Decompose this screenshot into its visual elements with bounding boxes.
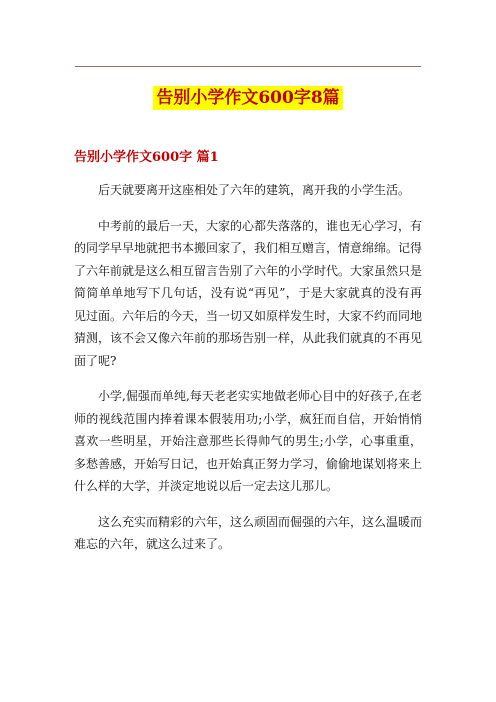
paragraph-1: 后天就要离开这座相处了六年的建筑，离开我的小学生活。 [98,183,411,197]
title-container [0,86,496,110]
document-title: 告别小学作文600字8篇 [153,86,342,110]
header-divider [75,66,421,67]
paragraph-2: 中考前的最后一天，大家的心都失落落的，谁也无心学习，有的同学早早地就把书本搬回家了，我们相互赠言，情意绵绵。记得了六年前就是这么相互留言告别了六年的小学时代。大家虽然只是简简单单地写下几句话，没有说“再见”，于是大家就真的没有再见过面。六年后的今天，当一切又如原样发生时，大家不约而同地猜测，该不会又像六年前的那场告别一样，从此我们就真的不再见面了呢? [74,218,423,368]
section-heading: 告别小学作文600字 篇1 [74,150,219,165]
article-body [74,179,422,569]
paragraph-4: 这么充实而精彩的六年，这么顽固而倔强的六年，这么温暖而难忘的六年，就这么过来了。 [74,514,423,551]
paragraph-3: 小学,倔强而单纯,每天老老实实地做老师心目中的好孩子,在老师的视线范围内捧着课本假装用功;小学，疯狂而自信，开始悄悄喜欢一些明星，开始注意那些长得帅气的男生;小学，心事重重，多愁善感，开始写日记，也开始真正努力学习，偷偷地谋划将来上什么样的大学，并淡定地说以后一定去这儿那儿。 [74,389,423,493]
